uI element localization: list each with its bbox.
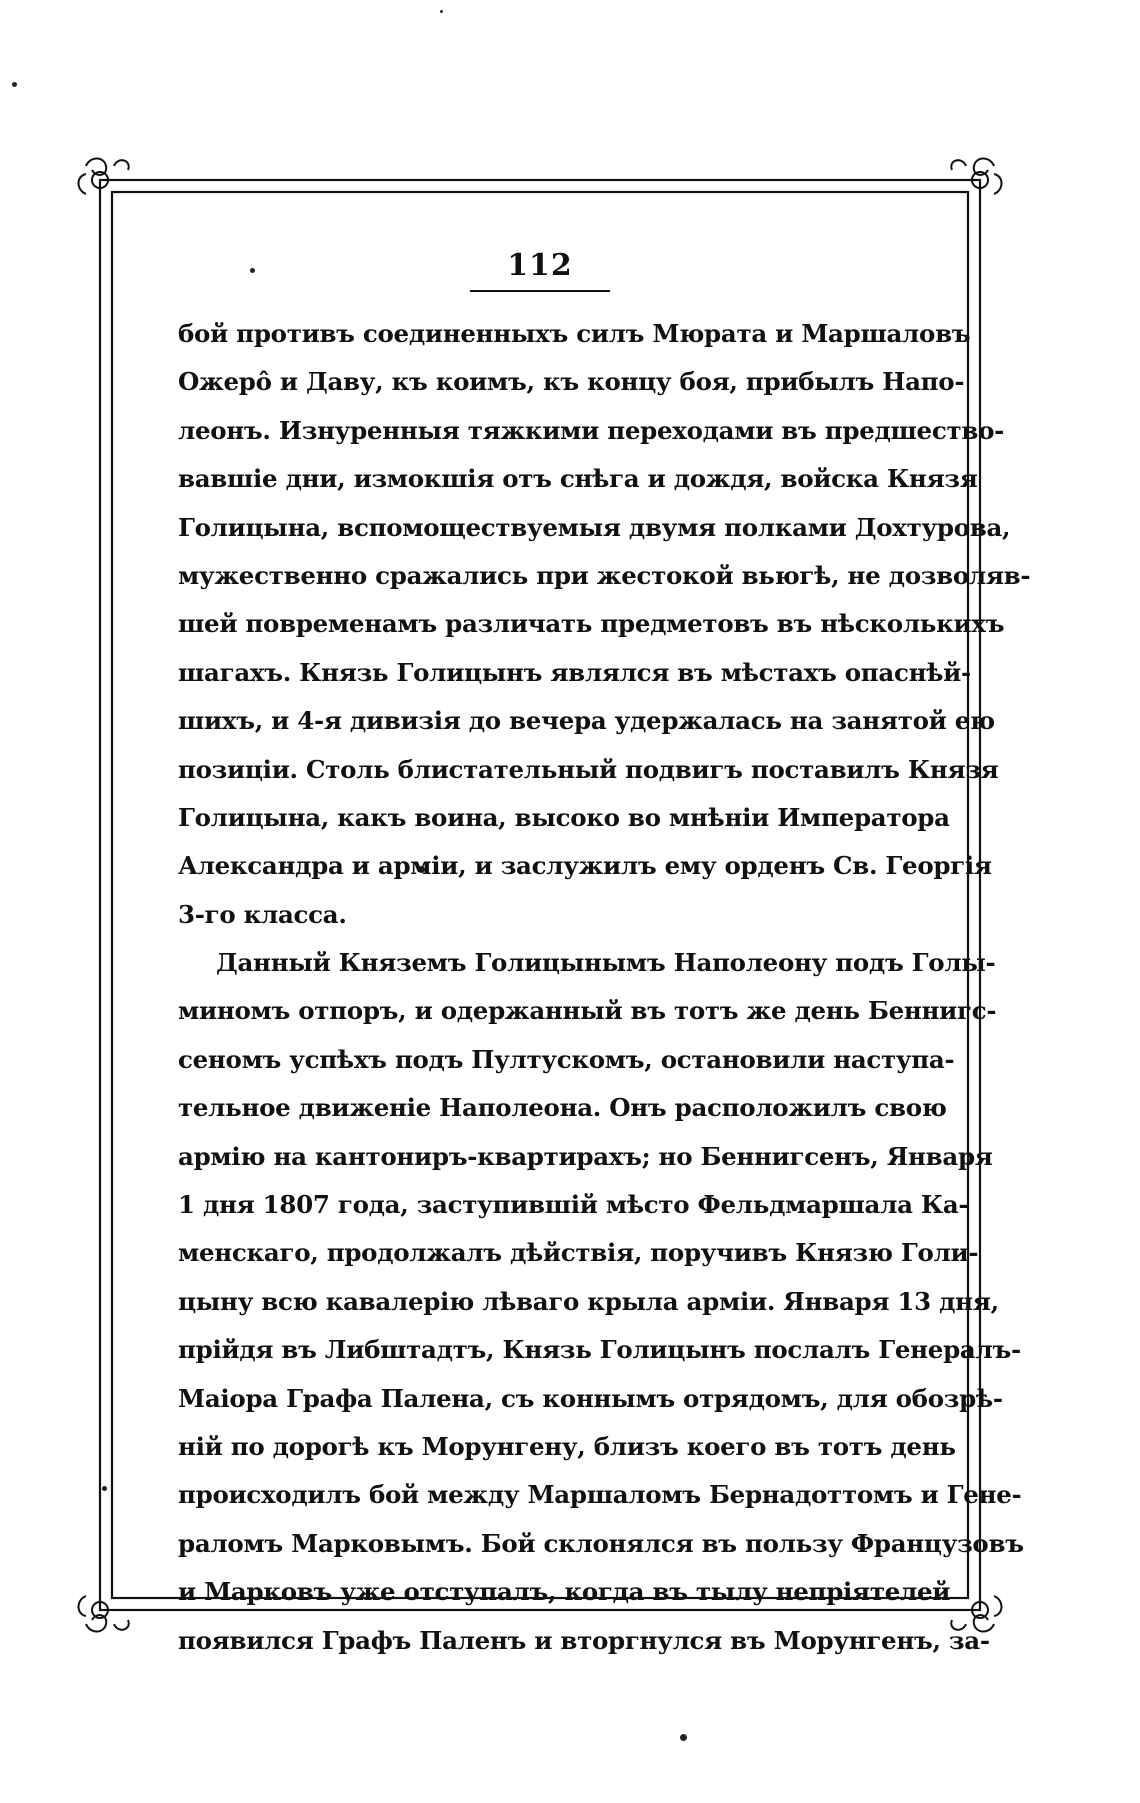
text-line: 1 дня 1807 года, заступившій мѣсто Фельдмаршала Ка- <box>178 1190 969 1220</box>
scan-speck <box>102 1486 107 1491</box>
text-line: шихъ, и 4-я дивизія до вечера удержалась на занятой ею <box>178 706 995 736</box>
text-line: Голицына, вспомоществуемыя двумя полками Дохтурова, <box>178 512 1011 542</box>
text-line: шагахъ. Князь Голицынъ являлся въ мѣстахъ опаснѣй- <box>178 657 971 687</box>
text-line: Александра и арміи, и заслужилъ ему орденъ Св. Георгія <box>178 851 992 881</box>
text-line: и Марковъ уже отступалъ, когда въ тылу непріятелей <box>178 1577 951 1607</box>
page-number-rule <box>470 290 610 292</box>
corner-flourish-top-right <box>951 159 1001 195</box>
text-line: цыну всю кавалерію лѣваго крыла арміи. Января 13 дня, <box>178 1286 999 1316</box>
text-line: 3-го класса. <box>178 899 347 929</box>
text-line: шей повременамъ различать предметовъ въ нѣсколькихъ <box>178 609 1005 639</box>
text-line: Маіора Графа Палена, съ коннымъ отрядомъ, для обозрѣ- <box>178 1383 1003 1413</box>
scan-speck <box>12 82 17 87</box>
text-line: бой противъ соединенныхъ силъ Мюрата и Маршаловъ <box>178 319 971 348</box>
text-line: армію на кантониръ-квартирахъ; но Беннигсенъ, Января <box>178 1141 993 1171</box>
text-line: тельное движеніе Наполеона. Онъ расположилъ свою <box>178 1093 947 1123</box>
text-line: мужественно сражались при жестокой вьюгѣ, не дозволяв- <box>178 560 1031 590</box>
text-line: Голицына, какъ воина, высоко во мнѣніи Императора <box>178 802 950 832</box>
text-line: вавшіе дни, измокшія отъ снѣга и дождя, войска Князя <box>178 464 978 494</box>
scan-speck <box>680 1734 687 1741</box>
text-line: ній по дорогѣ къ Морунгену, близъ коего въ тотъ день <box>178 1431 956 1461</box>
page-number: 112 <box>507 248 573 283</box>
scan-speck <box>440 10 443 13</box>
scan-speck <box>250 268 255 273</box>
text-line: Данный Княземъ Голицынымъ Наполеону подъ Голы- <box>216 948 996 978</box>
text-line: появился Графъ Паленъ и вторгнулся въ Морунгенъ, за- <box>178 1625 990 1655</box>
corner-flourish-bottom-left <box>79 1596 129 1632</box>
corner-flourish-top-left <box>79 159 129 195</box>
text-line: сеномъ успѣхъ подъ Пултускомъ, остановили наступа- <box>178 1044 955 1074</box>
body-text <box>178 310 1031 1665</box>
text-line: Ожерô и Даву, къ коимъ, къ концу боя, прибылъ Напо- <box>178 367 965 397</box>
text-line: прійдя въ Либштадтъ, Князь Голицынъ послалъ Генералъ- <box>178 1335 1021 1365</box>
text-line: раломъ Марковымъ. Бой склонялся въ пользу Французовъ <box>178 1528 1024 1558</box>
text-line: позиціи. Столь блистательный подвигъ поставилъ Князя <box>178 754 999 784</box>
text-line: происходилъ бой между Маршаломъ Бернадоттомъ и Гене- <box>178 1480 1022 1510</box>
text-line: леонъ. Изнуренныя тяжкими переходами въ предшество- <box>178 415 1004 445</box>
text-line: менскаго, продолжалъ дѣйствія, поручивъ Князю Голи- <box>178 1238 979 1268</box>
text-line: миномъ отпоръ, и одержанный въ тотъ же день Беннигс- <box>178 996 997 1026</box>
